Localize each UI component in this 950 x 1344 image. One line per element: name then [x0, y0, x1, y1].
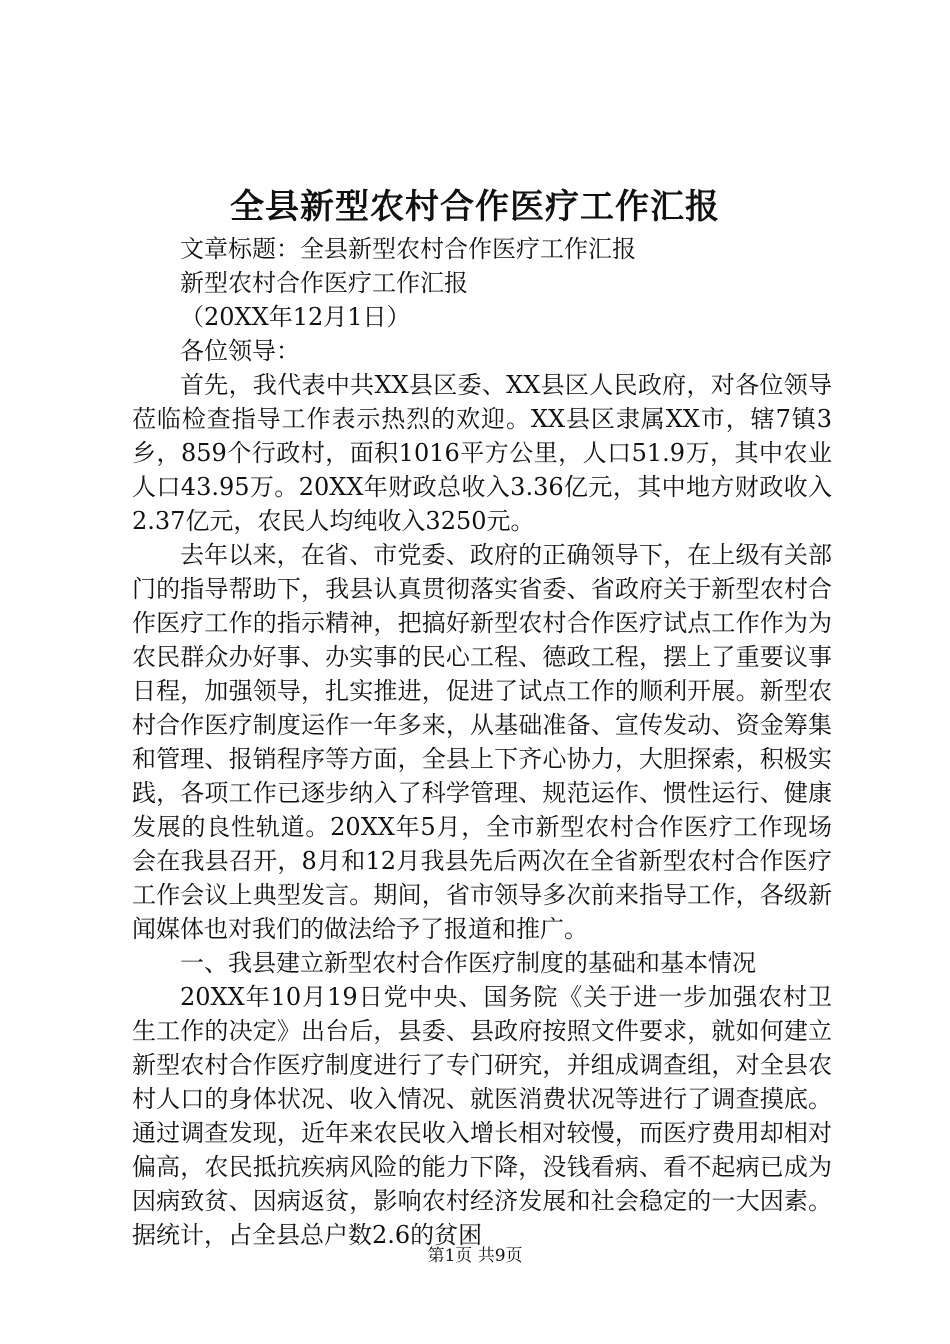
- salutation-line: 各位领导：: [180, 337, 300, 365]
- report-title-line: 新型农村合作医疗工作汇报: [180, 269, 468, 297]
- document-title: 全县新型农村合作医疗工作汇报: [230, 187, 720, 227]
- report-date-line: （20XX年12月1日）: [180, 303, 411, 331]
- page-number-footer: 第1页 共9页: [427, 1246, 523, 1266]
- section-heading: 一、我县建立新型农村合作医疗制度的基础和基本情况: [180, 949, 756, 977]
- document-body: [132, 232, 832, 1252]
- body-paragraph: 首先，我代表中共XX县区委、XX县区人民政府，对各位领导莅临检查指导工作表示热烈的欢迎。XX县区隶属XX市，辖7镇3乡，859个行政村，面积1016平方公里，人口51.9万，其中农业人口43.95万。20XX年财政总收入3.36亿元，其中地方财政收入2.37亿元，农民人均纯收入3250元。: [132, 371, 832, 535]
- body-paragraph: 20XX年10月19日党中央、国务院《关于进一步加强农村卫生工作的决定》出台后，县委、县政府按照文件要求，就如何建立新型农村合作医疗制度进行了专门研究，并组成调查组，对全县农村人口的身体状况、收入情况、就医消费状况等进行了调查摸底。通过调查发现，近年来农民收入增长相对较慢，而医疗费用却相对偏高，农民抵抗疾病风险的能力下降，没钱看病、看不起病已成为因病致贫、因病返贫，影响农村经济发展和社会稳定的一大因素。据统计，占全县总户数2.6的贫困: [132, 983, 832, 1249]
- article-title-line: 文章标题：全县新型农村合作医疗工作汇报: [180, 235, 636, 263]
- body-paragraph: 去年以来，在省、市党委、政府的正确领导下，在上级有关部门的指导帮助下，我县认真贯彻落实省委、省政府关于新型农村合作医疗工作的指示精神，把搞好新型农村合作医疗试点工作作为为农民群众办好事、办实事的民心工程、德政工程，摆上了重要议事日程，加强领导，扎实推进，促进了试点工作的顺利开展。新型农村合作医疗制度运作一年多来，从基础准备、宣传发动、资金筹集和管理、报销程序等方面，全县上下齐心协力，大胆探索，积极实践，各项工作已逐步纳入了科学管理、规范运作、惯性运行、健康发展的良性轨道。20XX年5月，全市新型农村合作医疗工作现场会在我县召开，8月和12月我县先后两次在全省新型农村合作医疗工作会议上典型发言。期间，省市领导多次前来指导工作，各级新闻媒体也对我们的做法给予了报道和推广。: [132, 541, 832, 943]
